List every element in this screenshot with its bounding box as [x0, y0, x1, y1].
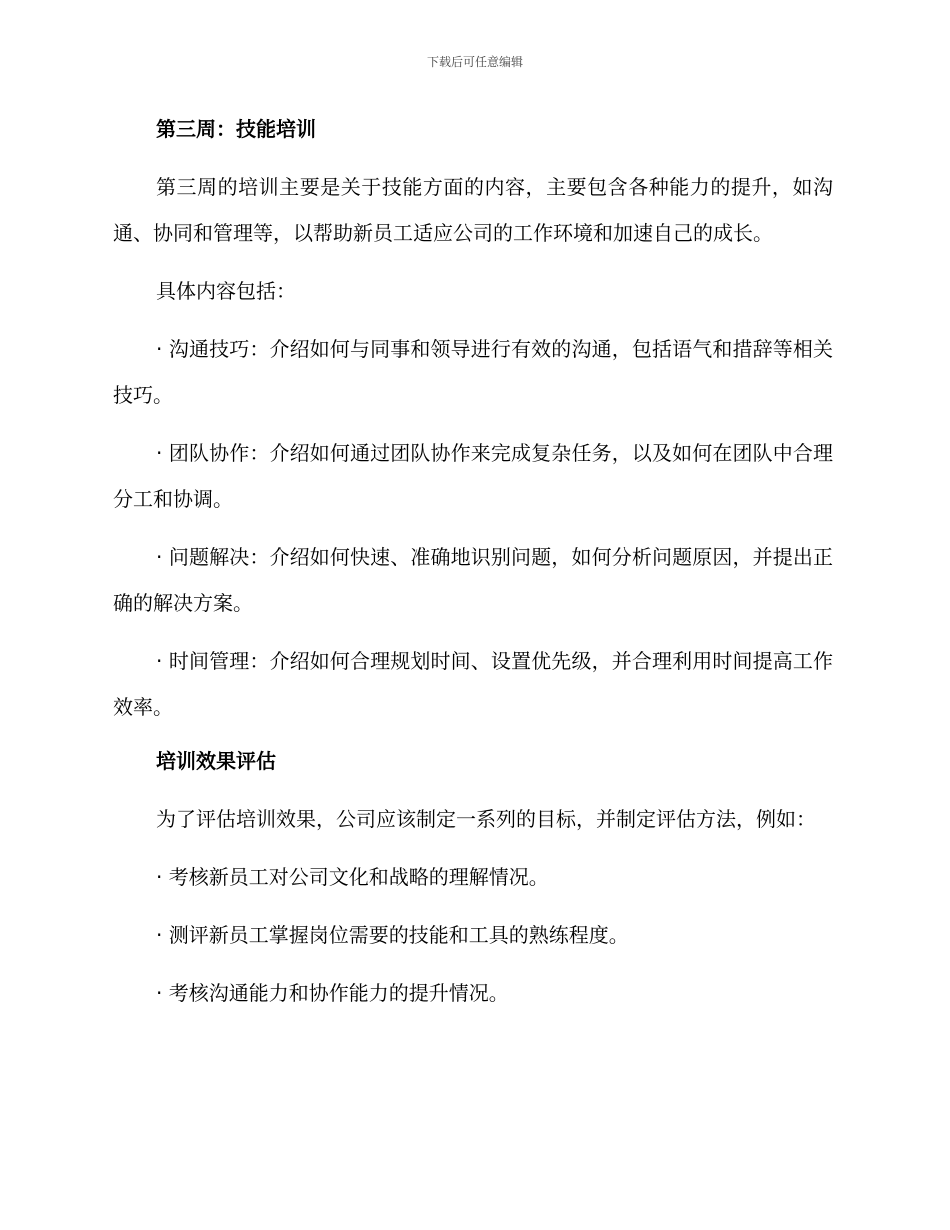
section-heading-evaluation: 培训效果评估	[156, 749, 276, 773]
document-body	[113, 110, 833, 1028]
week3-lead-text: 具体内容包括：	[156, 279, 296, 303]
list-item: · 沟通技巧：介绍如何与同事和领导进行有效的沟通，包括语气和措辞等相关技巧。	[113, 337, 833, 407]
section-heading-week3: 第三周：技能培训	[156, 117, 316, 141]
list-item: · 考核新员工对公司文化和战略的理解情况。	[156, 865, 549, 889]
list-item: · 测评新员工掌握岗位需要的技能和工具的熟练程度。	[156, 923, 629, 947]
list-item: · 问题解决：介绍如何快速、准确地识别问题，如何分析问题原因，并提出正确的解决方案。	[113, 545, 833, 615]
list-item: · 考核沟通能力和协作能力的提升情况。	[156, 981, 509, 1005]
week3-intro-paragraph: 第三周的培训主要是关于技能方面的内容，主要包含各种能力的提升，如沟通、协同和管理等，以帮助新员工适应公司的工作环境和加速自己的成长。	[113, 175, 833, 245]
list-item: · 时间管理：介绍如何合理规划时间、设置优先级，并合理利用时间提高工作效率。	[113, 649, 833, 719]
header-note: 下载后可任意编辑	[426, 55, 523, 69]
list-item: · 团队协作：介绍如何通过团队协作来完成复杂任务，以及如何在团队中合理分工和协调。	[113, 441, 833, 511]
evaluation-intro-paragraph: 为了评估培训效果，公司应该制定一系列的目标，并制定评估方法，例如：	[156, 807, 816, 831]
